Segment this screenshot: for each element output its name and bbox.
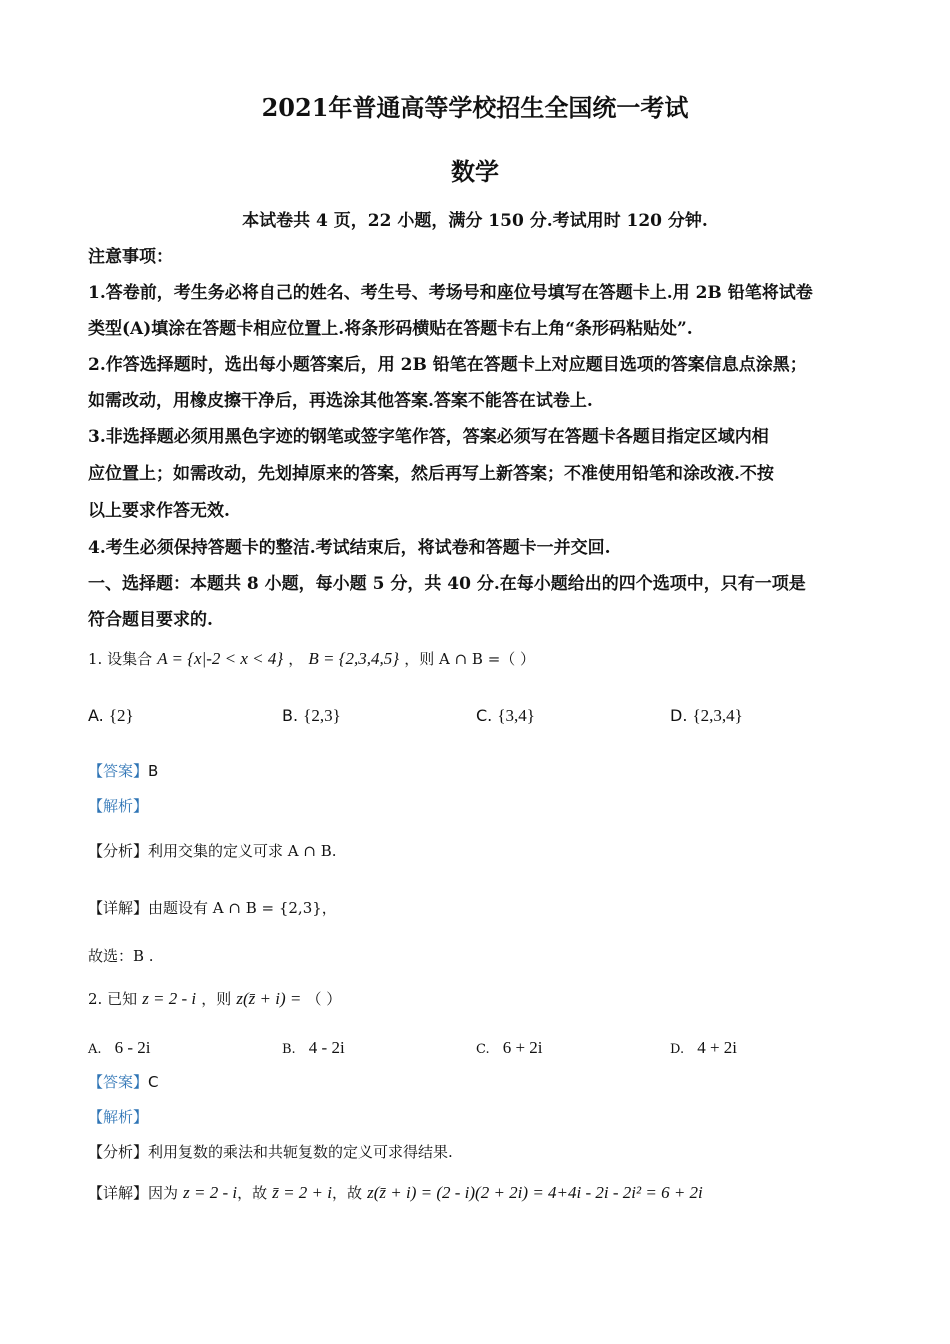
notes-line-8: 4.考生必须保持答题卡的整洁.考试结束后，将试卷和答题卡一并交回.	[88, 538, 611, 558]
notes-line-7: 以上要求作答无效.	[88, 501, 230, 521]
option-value: {2,3}	[303, 706, 341, 725]
exam-summary: 本试卷共 4 页，22 小题，满分 150 分.考试用时 120 分钟.	[242, 211, 708, 231]
q2-option-a	[88, 1038, 151, 1058]
q1-option-c	[476, 706, 535, 726]
option-label: A.	[88, 1042, 102, 1057]
option-label: B.	[282, 1042, 296, 1057]
detail-conjugate: z̄ = 2 + i	[272, 1183, 333, 1202]
q2-option-d	[670, 1038, 737, 1058]
q2-fenxi	[88, 1141, 453, 1162]
fenxi-tag: 【分析】	[88, 842, 149, 860]
answer-value: C	[148, 1073, 159, 1091]
fenxi-text: 利用复数的乘法和共轭复数的定义可求得结果.	[148, 1143, 453, 1161]
option-label: D.	[670, 1042, 685, 1057]
option-value: {2,3,4}	[692, 706, 743, 725]
option-label: A.	[88, 706, 104, 725]
q1-set-a: A = {x|-2 < x < 4}	[157, 649, 284, 668]
option-value: 4 - 2i	[308, 1038, 345, 1057]
option-value: 6 - 2i	[114, 1038, 151, 1057]
notes-line-5: 3.非选择题必须用黑色字迹的钢笔或签字笔作答，答案必须写在答题卡各题目指定区域内相	[88, 427, 769, 447]
detail-tag: 【详解】	[88, 899, 149, 917]
q2-stem	[88, 988, 341, 1009]
detail-tag: 【详解】	[88, 1184, 149, 1202]
option-value: 6 + 2i	[502, 1038, 543, 1057]
q1-answer	[88, 760, 158, 781]
detail-calculation: z(z̄ + i) = (2 - i)(2 + 2i) = 4+4i - 2i - 2i² = 6 + 2i	[367, 1183, 703, 1202]
q1-stem	[88, 648, 535, 669]
q1-comma: ，	[288, 650, 304, 668]
detail-text-a: 因为	[148, 1184, 179, 1202]
q2-answer	[88, 1071, 159, 1092]
fenxi-tag: 【分析】	[88, 1143, 149, 1161]
q2-detail	[88, 1182, 703, 1203]
q2-suffix: （ ）	[306, 990, 342, 1008]
option-label: D.	[670, 706, 688, 725]
q2-option-c	[476, 1038, 543, 1058]
detail-text-b: ，故	[237, 1184, 268, 1202]
q2-prefix: 2. 已知	[88, 990, 138, 1008]
q1-option-a	[88, 706, 134, 726]
q1-detail	[88, 897, 337, 918]
notes-line-3: 2.作答选择题时，选出每小题答案后，用 2B 铅笔在答题卡上对应题目选项的答案信息点涂黑；	[88, 355, 807, 375]
detail-z: z = 2 - i	[183, 1183, 238, 1202]
q2-expr: z(z̄ + i) =	[236, 989, 302, 1008]
q1-option-d	[670, 706, 743, 726]
option-value: {2}	[108, 706, 134, 725]
q2-given: z = 2 - i	[142, 989, 197, 1008]
q2-analysis-tag: 【解析】	[88, 1108, 149, 1126]
q1-suffix: ，则 A ∩ B =（ ）	[404, 650, 536, 668]
option-label: B.	[282, 706, 299, 725]
q1-conclusion: 故选：B .	[88, 947, 154, 965]
notes-line-6: 应位置上；如需改动，先划掉原来的答案，然后再写上新答案；不准使用铅笔和涂改液.不按	[88, 464, 774, 484]
q1-option-b	[282, 706, 341, 726]
detail-text-c: ，故	[332, 1184, 363, 1202]
q1-fenxi	[88, 840, 337, 861]
subject-title: 数学	[451, 157, 499, 186]
exam-title: 2021年普通高等学校招生全国统一考试	[261, 93, 689, 122]
notes-heading: 注意事项：	[88, 247, 173, 267]
answer-tag: 【答案】	[88, 1073, 149, 1091]
option-value: {3,4}	[497, 706, 535, 725]
q1-prefix: 1. 设集合	[88, 650, 153, 668]
section-heading-line-1: 一、选择题：本题共 8 小题，每小题 5 分，共 40 分.在每小题给出的四个选项中，只有一项是	[88, 574, 806, 594]
answer-tag: 【答案】	[88, 762, 149, 780]
q2-option-b	[282, 1038, 345, 1058]
answer-value: B	[148, 762, 159, 780]
option-value: 4 + 2i	[697, 1038, 737, 1057]
fenxi-text: 利用交集的定义可求 A ∩ B.	[148, 842, 337, 860]
notes-line-4: 如需改动，用橡皮擦干净后，再选涂其他答案.答案不能答在试卷上.	[88, 391, 593, 411]
notes-line-1: 1.答卷前，考生务必将自己的姓名、考生号、考场号和座位号填写在答题卡上.用 2B 铅笔将试卷	[88, 283, 813, 303]
option-label: C.	[476, 706, 493, 725]
q2-mid: ，则	[201, 990, 232, 1008]
q1-analysis-tag: 【解析】	[88, 797, 149, 815]
q1-set-b: B = {2,3,4,5}	[308, 649, 400, 668]
notes-line-2: 类型(A)填涂在答题卡相应位置上.将条形码横贴在答题卡右上角“条形码粘贴处”.	[88, 319, 693, 339]
section-heading-line-2: 符合题目要求的.	[88, 610, 213, 630]
detail-text: 由题设有 A ∩ B = {2,3}，	[148, 899, 337, 917]
option-label: C.	[476, 1042, 490, 1057]
